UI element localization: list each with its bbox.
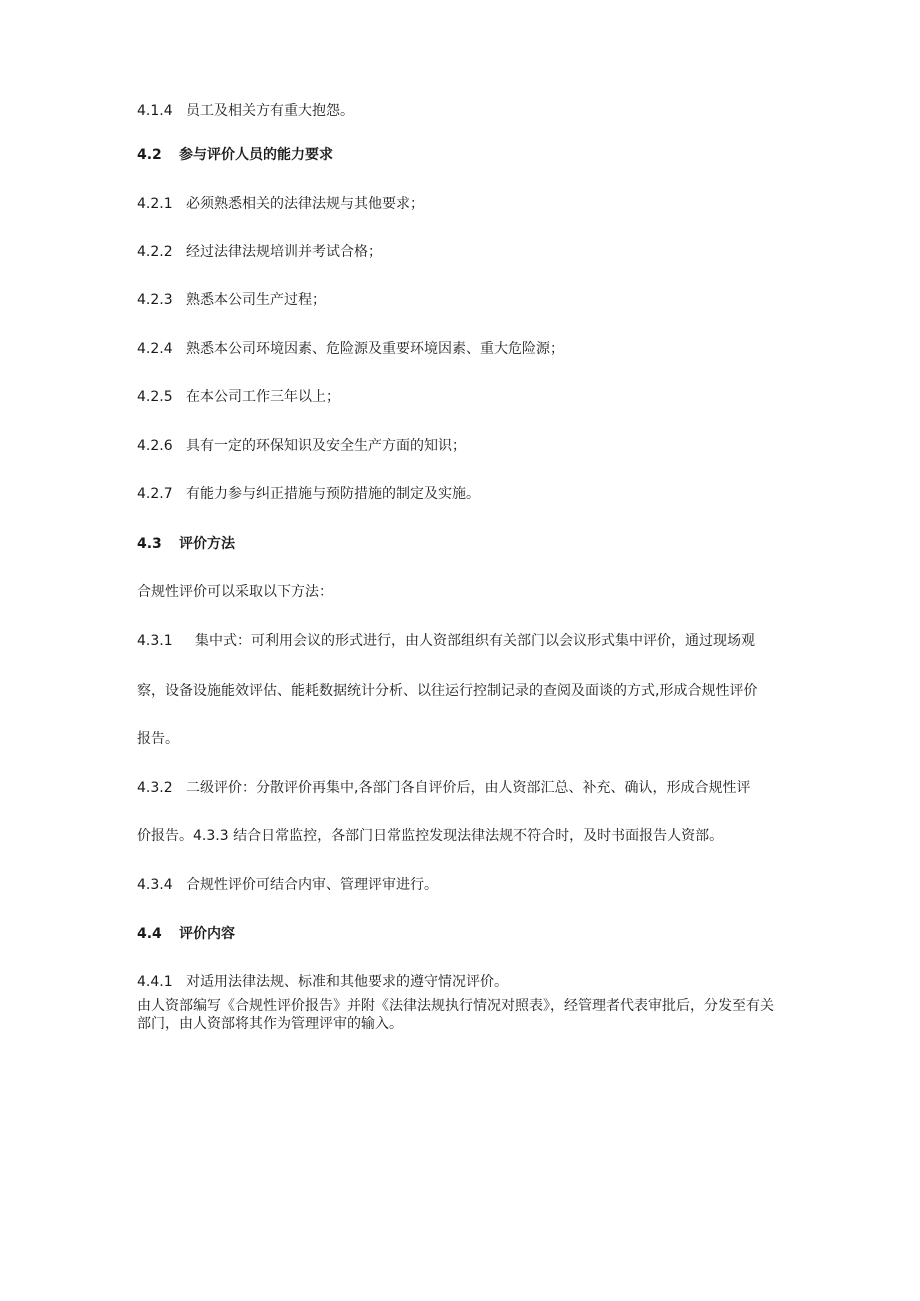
clause-4-2-6	[137, 437, 466, 455]
clause-number: 4.2.4	[137, 341, 173, 357]
paragraph-text: 价报告。4.3.3 结合日常监控，各部门日常监控发现法律法规不符合时，及时书面报告人资部。	[137, 828, 724, 844]
clause-4-2-2	[137, 243, 382, 261]
clause-text: 集中式：可利用会议的形式进行，由人资部组织有关部门以会议形式集中评价，通过现场观	[195, 633, 755, 649]
section-number: 4.2	[137, 147, 162, 163]
clause-number: 4.4.1	[137, 974, 173, 990]
clause-4-2-1	[137, 195, 424, 213]
clause-4-1-4	[137, 102, 354, 120]
clause-number: 4.2.6	[137, 438, 173, 454]
section-title: 评价内容	[179, 926, 235, 942]
intro-text	[137, 583, 333, 601]
clause-4-2-4	[137, 340, 564, 358]
section-title: 参与评价人员的能力要求	[179, 147, 333, 163]
clause-number: 4.2.7	[137, 486, 173, 502]
clause-text: 熟悉本公司环境因素、危险源及重要环境因素、重大危险源；	[186, 341, 564, 357]
clause-text: 必须熟悉相关的法律法规与其他要求；	[186, 196, 424, 212]
clause-number: 4.2.1	[137, 196, 173, 212]
clause-4-2-5	[137, 388, 340, 406]
clause-text: 有能力参与纠正措施与预防措施的制定及实施。	[186, 486, 480, 502]
clause-4-3-4	[137, 876, 438, 894]
clause-4-2-7	[137, 485, 480, 503]
paragraph-text: 察，设备设施能效评估、能耗数据统计分析、以往运行控制记录的查阅及面谈的方式,形成合规性评价	[137, 683, 758, 699]
section-number: 4.3	[137, 536, 162, 552]
section-number: 4.4	[137, 926, 162, 942]
section-heading-4-2	[137, 146, 333, 164]
clause-number: 4.1.4	[137, 103, 173, 119]
section-heading-4-4	[137, 925, 235, 943]
clause-text: 对适用法律法规、标准和其他要求的遵守情况评价。	[186, 974, 508, 990]
clause-number: 4.3.2	[137, 780, 173, 796]
clause-4-3-2	[137, 779, 750, 797]
clause-4-3-2-continued	[137, 827, 723, 845]
clause-number: 4.2.3	[137, 292, 173, 308]
clause-text: 熟悉本公司生产过程；	[186, 292, 326, 308]
paragraph-text: 报告。	[137, 731, 179, 747]
clause-4-3-1-end	[137, 730, 179, 748]
clause-number: 4.3.1	[137, 633, 173, 649]
section-heading-4-3	[137, 535, 235, 553]
paragraph-text: 合规性评价可以采取以下方法：	[137, 584, 333, 600]
closing-paragraph: 由人资部编写《合规性评价报告》并附《法律法规执行情况对照表》，经管理者代表审批后，分发至有关部门，由人资部将其作为管理评审的输入。	[137, 998, 774, 1032]
clause-4-4-1	[137, 973, 508, 991]
clause-number: 4.3.4	[137, 877, 173, 893]
clause-text: 在本公司工作三年以上；	[186, 389, 340, 405]
clause-text: 具有一定的环保知识及安全生产方面的知识；	[186, 438, 466, 454]
clause-text: 二级评价：分散评价再集中,各部门各自评价后，由人资部汇总、补充、确认，形成合规性评	[186, 780, 751, 796]
clause-number: 4.2.5	[137, 389, 173, 405]
section-title: 评价方法	[179, 536, 235, 552]
clause-4-3-1-continued	[137, 682, 757, 700]
clause-text: 员工及相关方有重大抱怨。	[186, 103, 354, 119]
clause-text: 合规性评价可结合内审、管理评审进行。	[186, 877, 438, 893]
clause-number: 4.2.2	[137, 244, 173, 260]
clause-text: 经过法律法规培训并考试合格；	[186, 244, 382, 260]
clause-4-2-3	[137, 291, 326, 309]
clause-4-3-1	[137, 632, 755, 650]
